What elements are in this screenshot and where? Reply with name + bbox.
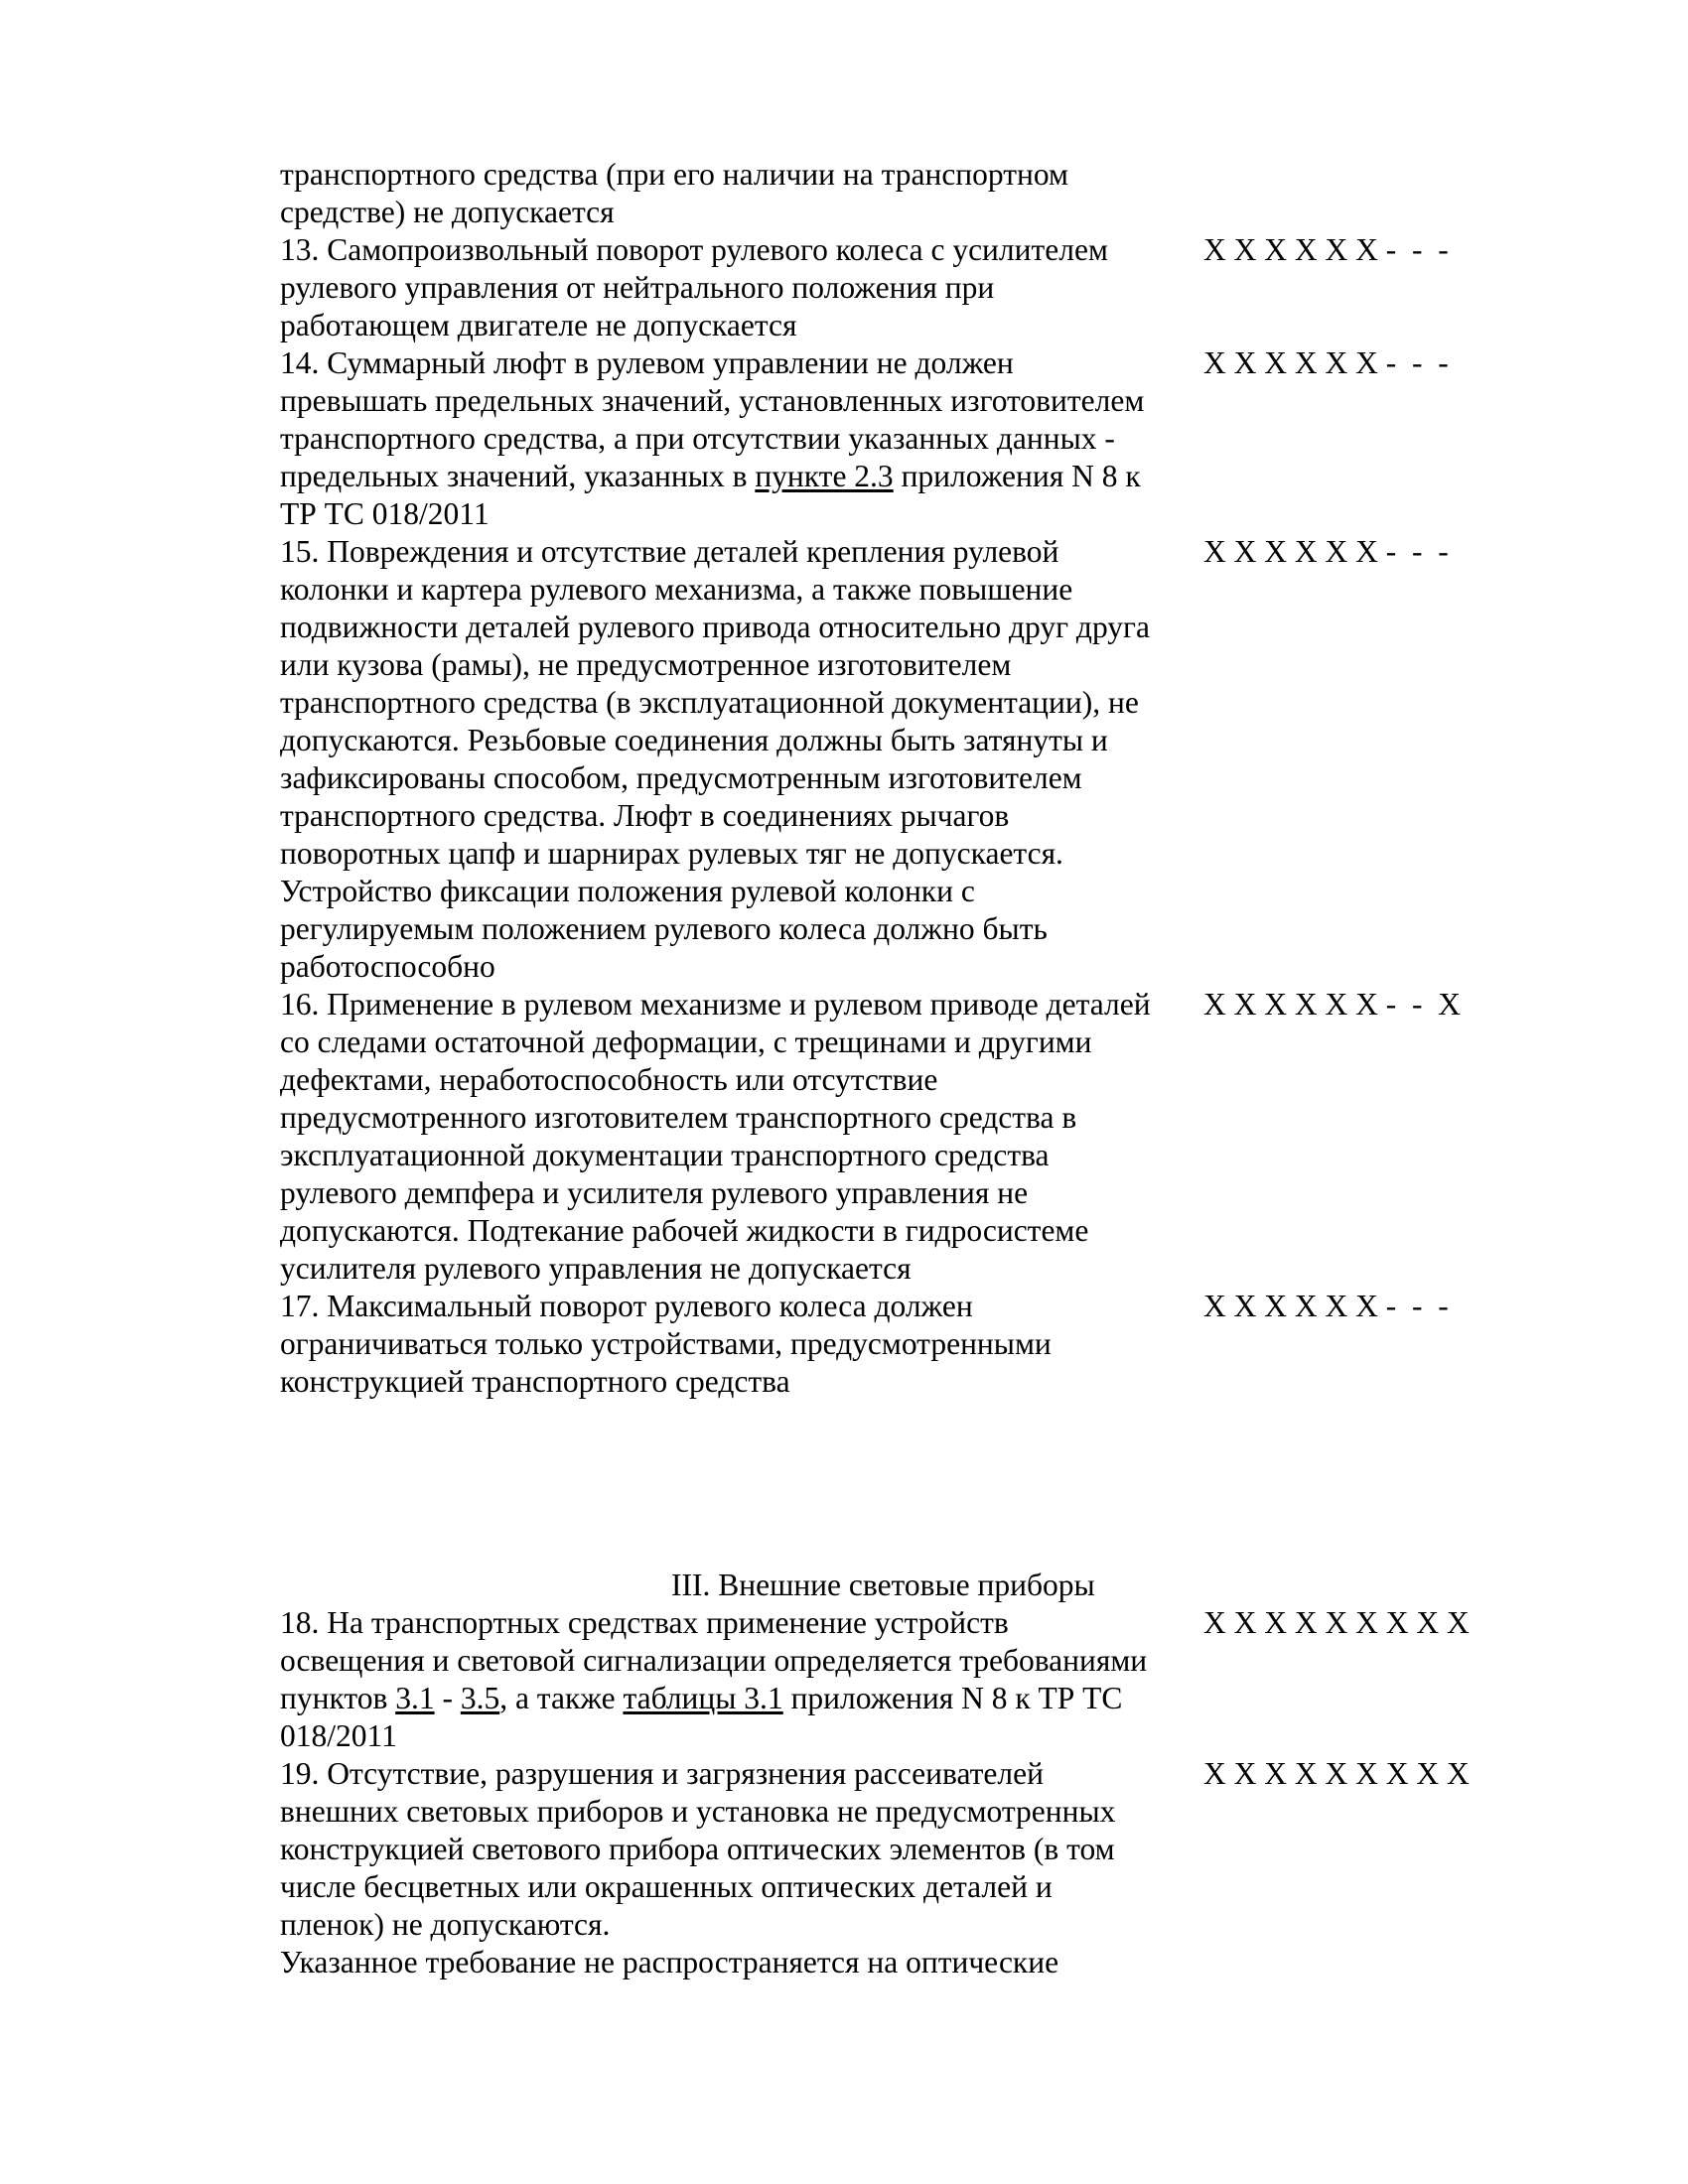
text-fragment: предельных значений, указанных в: [280, 459, 756, 493]
text-line: допускаются. Резьбовые соединения должны быть затянуты и: [280, 723, 1108, 757]
text-line: рулевого управления от нейтрального положения при: [280, 270, 995, 305]
text-line: работоспособно: [280, 949, 495, 984]
item-13: [280, 231, 1203, 344]
item-16: [280, 986, 1203, 1288]
text-line: 18. На транспортных средствах применение устройств: [280, 1605, 1009, 1640]
text-line: эксплуатационной документации транспортного средства: [280, 1138, 1050, 1172]
text-line: регулируемым положением рулевого колеса должно быть: [280, 911, 1048, 946]
item-18-marks: X X X X X X X X X: [1203, 1605, 1470, 1640]
item-16-marks: X X X X X X - - X: [1203, 987, 1461, 1022]
item-15-marks: X X X X X X - - -: [1203, 534, 1449, 569]
text-line: транспортного средства. Люфт в соединениях рычагов: [280, 798, 1010, 833]
text-line: числе бесцветных или окрашенных оптических деталей и: [280, 1869, 1053, 1904]
text-line: средстве) не допускается: [280, 195, 615, 229]
text-line: транспортного средства, а при отсутствии указанных данных -: [280, 421, 1115, 456]
reference-link-3-1[interactable]: 3.1: [395, 1681, 435, 1715]
item-14: [280, 344, 1203, 533]
text-line: транспортного средства (при его наличии на транспортном: [280, 157, 1068, 192]
section-title: III. Внешние световые приборы: [671, 1568, 1095, 1602]
text-line: внешних световых приборов и установка не предусмотренных: [280, 1794, 1116, 1829]
text-line: предусмотренного изготовителем транспортного средства в: [280, 1100, 1077, 1135]
item-19-marks: X X X X X X X X X: [1203, 1756, 1470, 1791]
text-line: дефектами, неработоспособность или отсутствие: [280, 1062, 938, 1097]
text-line: усилителя рулевого управления не допускается: [280, 1251, 912, 1286]
text-line: ограничиваться только устройствами, предусмотренными: [280, 1326, 1052, 1361]
text-line: зафиксированы способом, предусмотренным изготовителем: [280, 760, 1082, 795]
text-fragment: , а также: [499, 1681, 624, 1715]
text-line: конструкцией транспортного средства: [280, 1364, 790, 1399]
text-line: 14. Суммарный люфт в рулевом управлении не должен: [280, 345, 1014, 380]
text-line: конструкцией светового прибора оптических элементов (в том: [280, 1832, 1115, 1866]
text-line: превышать предельных значений, установленных изготовителем: [280, 383, 1145, 418]
item-17: [280, 1288, 1203, 1401]
text-line: 15. Повреждения и отсутствие деталей крепления рулевой: [280, 534, 1059, 569]
text-fragment: -: [434, 1681, 461, 1715]
reference-link-3-5[interactable]: 3.5: [460, 1681, 500, 1715]
text-line: ТР ТС 018/2011: [280, 496, 490, 531]
item-17-marks: X X X X X X - - -: [1203, 1289, 1449, 1323]
text-line: рулевого демпфера и усилителя рулевого управления не: [280, 1175, 1029, 1210]
item-15: [280, 533, 1203, 986]
item-13-marks: X X X X X X - - -: [1203, 232, 1449, 267]
item-18: [280, 1604, 1203, 1755]
reference-link-2-3[interactable]: пункте 2.3: [755, 459, 894, 493]
text-fragment: приложения N 8 к: [893, 459, 1141, 493]
text-line: 018/2011: [280, 1718, 397, 1753]
text-line: пленок) не допускаются.: [280, 1907, 611, 1942]
text-line: Устройство фиксации положения рулевой колонки с: [280, 874, 975, 908]
text-fragment: пунктов: [280, 1681, 396, 1715]
text-line: работающем двигателе не допускается: [280, 308, 797, 342]
text-line: [280, 458, 1203, 495]
reference-link-table-3-1[interactable]: таблицы 3.1: [623, 1681, 783, 1715]
text-line: колонки и картера рулевого механизма, а также повышение: [280, 572, 1073, 607]
item-14-marks: X X X X X X - - -: [1203, 345, 1449, 380]
text-line: 17. Максимальный поворот рулевого колеса должен: [280, 1289, 973, 1323]
text-line: транспортного средства (в эксплуатационной документации), не: [280, 685, 1139, 720]
text-line: 13. Самопроизвольный поворот рулевого колеса с усилителем: [280, 232, 1108, 267]
text-line: или кузова (рамы), не предусмотренное изготовителем: [280, 647, 1012, 682]
text-fragment: приложения N 8 к ТР ТС: [782, 1681, 1123, 1715]
continuation-text: [280, 156, 1203, 231]
item-19: [280, 1755, 1203, 1981]
text-line: 19. Отсутствие, разрушения и загрязнения рассеивателей: [280, 1756, 1044, 1791]
text-line: 16. Применение в рулевом механизме и рулевом приводе деталей: [280, 987, 1151, 1022]
text-line: подвижности деталей рулевого привода относительно друг друга: [280, 610, 1150, 644]
text-line: поворотных цапф и шарнирах рулевых тяг не допускается.: [280, 836, 1063, 871]
text-line: освещения и световой сигнализации определяется требованиями: [280, 1643, 1148, 1678]
text-line: допускаются. Подтекание рабочей жидкости в гидросистеме: [280, 1213, 1089, 1248]
text-line: [280, 1680, 1203, 1717]
text-line: Указанное требование не распространяется на оптические: [280, 1945, 1059, 1979]
text-line: со следами остаточной деформации, с трещинами и другими: [280, 1024, 1092, 1059]
